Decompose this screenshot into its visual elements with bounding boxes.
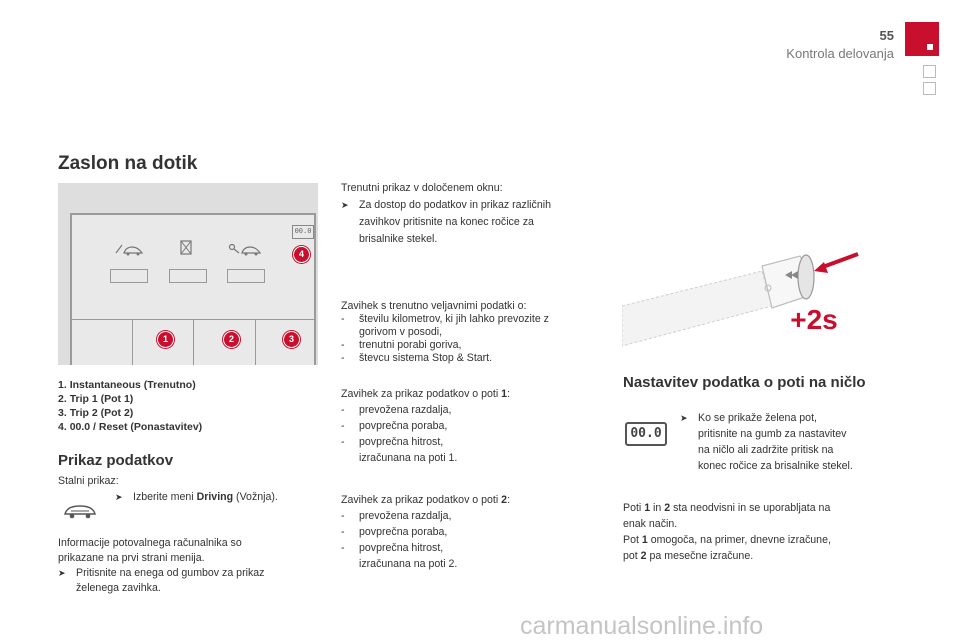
section-heading-reset: Nastavitev podatka o poti na ničlo	[623, 374, 866, 391]
menu-instruction: ➤ Izberite meni Driving (Vožnja).	[115, 491, 278, 503]
trip-independence-note: Poti 1 in 2 sta neodvisni in se uporabljata na enak način. Pot 1 omogoča, na primer, dnevne izračune, pot 2 pa mesečne izračune.	[623, 502, 831, 562]
screen-button-trip1[interactable]	[169, 269, 207, 283]
hold-two-seconds-badge: +2s	[790, 304, 838, 335]
current-display-block: Trenutni prikaz v določenem oknu: ➤ Za dostop do podatkov in prikaz različnih zavihkov pritisnite na konec ročice za brisalnike stekel.	[341, 182, 551, 245]
car-driving-icon	[62, 501, 98, 521]
chapter-title: Kontrola delovanja	[786, 46, 894, 61]
screen-button-trip2[interactable]	[227, 269, 265, 283]
legend-item: 4. 00.0 / Reset (Ponastavitev)	[58, 421, 203, 433]
current-tab-block: Zavihek s trenutno veljavnimi podatki o: - številu kilometrov, ki jih lahko prevozite z gorivom v posodi, - trenutni porabi goriva, - števcu sistema Stop & Start.	[341, 300, 549, 364]
reset-instruction: ➤ Ko se prikaže želena pot, pritisnite na gumb za nastavitev na ničlo ali zadržite pritisk na konec ročice za brisalnike stekel.	[680, 412, 853, 472]
permanent-display-label: Stalni prikaz:	[58, 475, 119, 487]
touchscreen-display	[70, 213, 316, 365]
nav-square	[923, 82, 936, 95]
callout-badge-4: 4	[293, 246, 310, 263]
page-title: Zaslon na dotik	[58, 153, 198, 174]
fuel-icon	[179, 239, 195, 257]
page-number: 55	[879, 28, 894, 43]
legend-item: 2. Trip 1 (Pot 1)	[58, 393, 134, 405]
reset-button-icon: 00.0	[625, 422, 667, 446]
nav-square	[923, 65, 936, 78]
trip-car-icon	[228, 241, 264, 257]
car-range-icon	[114, 241, 144, 257]
section-heading-prikaz: Prikaz podatkov	[58, 452, 174, 469]
legend-list	[58, 378, 202, 434]
trip1-block: Zavihek za prikaz podatkov o poti 1: - prevožena razdalja, - povprečna poraba, - povprečna hitrost, izračunana na poti 1.	[341, 388, 511, 464]
callout-badge-2: 2	[223, 331, 240, 348]
chapter-tab	[905, 22, 939, 56]
callout-badge-1: 1	[157, 331, 174, 348]
trip2-block: Zavihek za prikaz podatkov o poti 2: - prevožena razdalja, - povprečna poraba, - povprečna hitrost, izračunana na poti 2.	[341, 494, 511, 570]
info-paragraph: Informacije potovalnega računalnika so prikazane na prvi strani menija. ➤ Pritisnite na enega od gumbov za prikaz želenega zavihka.	[58, 537, 265, 594]
screen-button-instantaneous[interactable]	[110, 269, 148, 283]
callout-badge-3: 3	[283, 331, 300, 348]
watermark: carmanualsonline.info	[520, 612, 764, 640]
legend-item: 3. Trip 2 (Pot 2)	[58, 407, 134, 419]
legend-item: 1. Instantaneous (Trenutno)	[58, 379, 196, 391]
reset-display-icon: 00.0	[292, 225, 314, 239]
